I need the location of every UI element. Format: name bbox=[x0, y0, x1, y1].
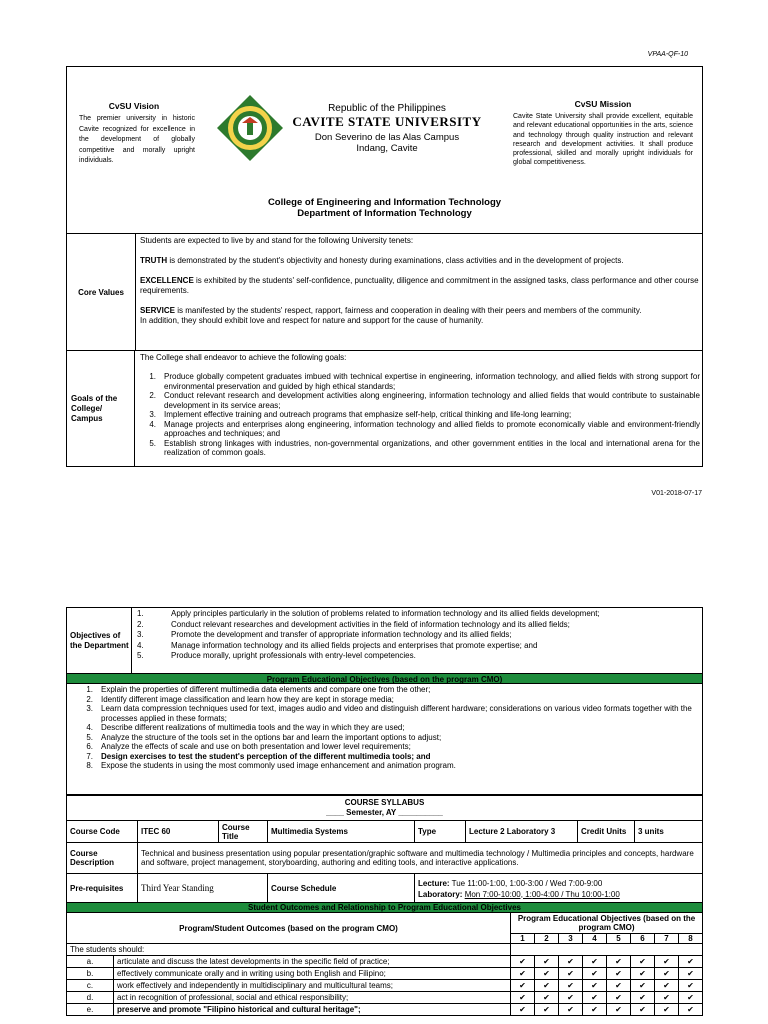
objective-item bbox=[137, 609, 702, 620]
goals-row bbox=[66, 350, 703, 467]
goal-text: Implement effective training and outreach programs that emphasize self-help, critical thinking and life-long learning; bbox=[164, 410, 572, 419]
peo-number-cell: 7 bbox=[655, 934, 679, 944]
lab-label: Laboratory: bbox=[418, 889, 463, 899]
peo-number: 6. bbox=[86, 742, 93, 751]
peo-item bbox=[77, 723, 692, 733]
goal-number: 4. bbox=[149, 419, 156, 429]
truth-head: TRUTH bbox=[140, 256, 168, 265]
check-mark: ✔ bbox=[559, 1004, 583, 1016]
goal-text: Establish strong linkages with industries, non-governmental organizations, and other government entities in the local and international arena for the realization of common goals. bbox=[164, 438, 700, 457]
outcome-text: preserve and promote "Filipino historical and cultural heritage"; bbox=[114, 1004, 511, 1016]
department-name: Department of Information Technology bbox=[297, 208, 472, 219]
check-mark: ✔ bbox=[559, 968, 583, 980]
core-values-addition: In addition, they should exhibit love and respect for nature and support for the cause of humanity. bbox=[140, 316, 484, 325]
check-mark: ✔ bbox=[631, 968, 655, 980]
service-head: SERVICE bbox=[140, 306, 175, 315]
check-mark: ✔ bbox=[607, 968, 631, 980]
goal-number: 3. bbox=[149, 410, 156, 419]
outcome-row bbox=[67, 992, 703, 1004]
course-code: ITEC 60 bbox=[138, 821, 219, 843]
objective-text: Manage information technology and its allied fields projects and enterprises that promote expertise; and bbox=[171, 640, 538, 650]
check-mark: ✔ bbox=[511, 956, 535, 968]
core-values-intro: Students are expected to live by and stand for the following University tenets: bbox=[140, 236, 414, 245]
peo-item bbox=[77, 704, 692, 723]
peo-number: 1. bbox=[86, 685, 93, 694]
peo-item bbox=[77, 685, 692, 695]
goal-number: 1. bbox=[149, 372, 156, 381]
goal-number: 2. bbox=[149, 391, 156, 400]
course-code-label: Course Code bbox=[67, 821, 138, 843]
objective-item bbox=[137, 651, 702, 662]
prereq-value: Third Year Standing bbox=[138, 874, 268, 904]
syllabus-semester: ____ Semester, AY __________ bbox=[326, 808, 443, 817]
excellence-text: is exhibited by the students' self-confidence, punctuality, diligence and commitment in the assigned tasks, class performance and other course requirements. bbox=[140, 276, 699, 295]
peo-item bbox=[77, 752, 692, 762]
desc-text: Technical and business presentation using popular presentation/graphic software and multimedia technology / Multimedia principles and concepts, hardware and software, project management, storyboarding, authoring and editing tools, and interactive applications. bbox=[138, 843, 703, 874]
lecture-value: Tue 11:00-1:00, 1:00-3:00 / Wed 7:00-9:00 bbox=[451, 878, 603, 888]
outcome-text: act in recognition of professional, social and ethical responsibility; bbox=[114, 992, 511, 1004]
check-mark: ✔ bbox=[607, 1004, 631, 1016]
peo-number-cell: 1 bbox=[511, 934, 535, 944]
peo-list bbox=[77, 685, 692, 771]
goal-item bbox=[140, 420, 700, 439]
type-value: Lecture 2 Laboratory 3 bbox=[466, 821, 578, 843]
syllabus-title: COURSE SYLLABUS bbox=[344, 798, 425, 807]
peo-number: 5. bbox=[86, 732, 93, 742]
peo-text: Design exercises to test the student's perception of the different multimedia tools; and bbox=[101, 751, 431, 761]
check-mark: ✔ bbox=[583, 980, 607, 992]
objective-item bbox=[137, 630, 702, 641]
check-mark: ✔ bbox=[511, 980, 535, 992]
lab-value: Mon 7:00-10:00, 1:00-4:00 / Thu 10:00-1:00 bbox=[464, 889, 620, 899]
check-mark: ✔ bbox=[631, 980, 655, 992]
goals-list bbox=[140, 372, 700, 458]
check-mark: ✔ bbox=[559, 992, 583, 1004]
goal-text: Conduct relevant research and development activities along engineering, information technology and allied fields that would contribute to sustainable development in its service areas; bbox=[164, 391, 700, 410]
mission-title: CvSU Mission bbox=[574, 99, 632, 109]
campus-name: Don Severino de las Alas Campus bbox=[314, 132, 460, 143]
peo-number: 3. bbox=[86, 704, 93, 713]
header-box bbox=[66, 66, 703, 234]
students-should: The students should: bbox=[67, 944, 511, 956]
peo-item bbox=[77, 695, 692, 705]
excellence-head: EXCELLENCE bbox=[140, 276, 194, 285]
outcome-text: articulate and discuss the latest developments in the specific field of practice; bbox=[114, 956, 511, 968]
schedule-label: Course Schedule bbox=[268, 874, 415, 904]
peo-number-cell: 8 bbox=[679, 934, 703, 944]
check-mark: ✔ bbox=[511, 992, 535, 1004]
check-mark: ✔ bbox=[655, 956, 679, 968]
college-name: College of Engineering and Information Technology bbox=[267, 197, 502, 208]
peo-item bbox=[77, 742, 692, 752]
objectives-list bbox=[137, 609, 702, 662]
outcome-row bbox=[67, 956, 703, 968]
outcome-letter: b. bbox=[67, 968, 114, 980]
objective-text: Apply principles particularly in the solution of problems related to information technology and its allied fields development; bbox=[171, 609, 600, 618]
vision-title: CvSU Vision bbox=[108, 101, 160, 111]
outcomes-title: Student Outcomes and Relationship to Program Educational Objectives bbox=[67, 903, 703, 913]
goal-item bbox=[140, 410, 700, 420]
outcome-rows bbox=[67, 956, 703, 1016]
goal-item bbox=[140, 439, 700, 458]
peo-number-cell: 3 bbox=[559, 934, 583, 944]
version-code: V01-2018-07-17 bbox=[651, 490, 702, 497]
core-values-row bbox=[66, 233, 703, 351]
peo-text: Identify different image classification and learn how they are kept in storage media; bbox=[101, 694, 394, 704]
check-mark: ✔ bbox=[607, 980, 631, 992]
truth-text: is demonstrated by the student's objectivity and honesty during examinations, class activities and in the development of projects. bbox=[167, 256, 624, 265]
service-text: is manifested by the students' respect, rapport, fairness and cooperation in dealing with their peers and members of the community. bbox=[174, 306, 642, 315]
check-mark: ✔ bbox=[559, 956, 583, 968]
peo-number-cell: 6 bbox=[631, 934, 655, 944]
outcome-letter: e. bbox=[67, 1004, 114, 1016]
credit-label: Credit Units bbox=[578, 821, 635, 843]
campus-location: Indang, Cavite bbox=[356, 143, 418, 154]
peo-item bbox=[77, 761, 692, 771]
check-mark: ✔ bbox=[583, 992, 607, 1004]
peo-text: Analyze the structure of the tools set in the options bar and learn the important options to adjust; bbox=[101, 732, 442, 742]
check-mark: ✔ bbox=[535, 968, 559, 980]
check-mark: ✔ bbox=[655, 1004, 679, 1016]
check-mark: ✔ bbox=[631, 956, 655, 968]
check-mark: ✔ bbox=[655, 992, 679, 1004]
check-mark: ✔ bbox=[607, 956, 631, 968]
check-mark: ✔ bbox=[631, 992, 655, 1004]
check-mark: ✔ bbox=[583, 968, 607, 980]
check-mark: ✔ bbox=[535, 1004, 559, 1016]
check-mark: ✔ bbox=[559, 980, 583, 992]
outcome-row bbox=[67, 980, 703, 992]
check-mark: ✔ bbox=[679, 956, 703, 968]
check-mark: ✔ bbox=[679, 980, 703, 992]
check-mark: ✔ bbox=[679, 992, 703, 1004]
form-code: VPAA-QF-10 bbox=[647, 51, 688, 58]
outcome-letter: d. bbox=[67, 992, 114, 1004]
outcome-text: effectively communicate orally and in writing using both English and Filipino; bbox=[114, 968, 511, 980]
peo-item bbox=[77, 733, 692, 743]
peo-number: 7. bbox=[86, 751, 93, 761]
mission-text: Cavite State University shall provide excellent, equitable and relevant educational opportunities in the arts, science and technology through quality instruction and relevant research and development activities. It shall produce professional, skilled and morally upright individuals for global competitiveness. bbox=[513, 113, 693, 167]
peo-number-cell: 2 bbox=[535, 934, 559, 944]
check-mark: ✔ bbox=[583, 1004, 607, 1016]
core-values-label: Core Values bbox=[67, 234, 136, 350]
peo-number: 2. bbox=[86, 694, 93, 704]
desc-label: Course Description bbox=[67, 843, 138, 874]
peo-number: 8. bbox=[86, 761, 93, 770]
objective-number: 2. bbox=[137, 619, 144, 629]
goal-item bbox=[140, 372, 700, 391]
check-mark: ✔ bbox=[583, 956, 607, 968]
prereq-label: Pre-requisites bbox=[67, 874, 138, 904]
objectives-row bbox=[66, 607, 703, 674]
check-mark: ✔ bbox=[535, 980, 559, 992]
peo-number: 4. bbox=[86, 723, 93, 732]
vision-text: The premier university in historic Cavite recognized for excellence in the development of globally competitive and morally upright individuals. bbox=[79, 115, 195, 164]
outcome-letter: c. bbox=[67, 980, 114, 992]
check-mark: ✔ bbox=[535, 956, 559, 968]
goal-text: Produce globally competent graduates imbued with technical expertise in engineering, information technology, and allied fields with strong support for environmental preservation and guided by high ethical standards; bbox=[164, 372, 700, 391]
course-title: Multimedia Systems bbox=[268, 821, 415, 843]
peo-text: Expose the students in using the most commonly used image enhancement and animation program. bbox=[101, 761, 456, 770]
goal-number: 5. bbox=[149, 438, 156, 448]
outcome-row bbox=[67, 1004, 703, 1016]
objective-number: 3. bbox=[137, 630, 144, 639]
peo-text: Describe different realizations of multimedia tools and the way in which they are used; bbox=[101, 723, 405, 732]
objective-item bbox=[137, 620, 702, 631]
goal-item bbox=[140, 391, 700, 410]
outcome-letter: a. bbox=[67, 956, 114, 968]
check-mark: ✔ bbox=[511, 1004, 535, 1016]
check-mark: ✔ bbox=[655, 968, 679, 980]
peo-title: Program Educational Objectives (based on the program CMO) bbox=[66, 673, 703, 684]
goals-intro: The College shall endeavor to achieve the following goals: bbox=[140, 353, 347, 362]
type-label: Type bbox=[415, 821, 466, 843]
goals-label: Goals of the College/ Campus bbox=[67, 351, 135, 466]
peo-text: Explain the properties of different multimedia data elements and compare one from the other; bbox=[101, 685, 431, 694]
objective-item bbox=[137, 641, 702, 652]
outcomes-table bbox=[66, 902, 703, 1016]
check-mark: ✔ bbox=[511, 968, 535, 980]
objective-text: Produce morally, upright professionals with entry-level competencies. bbox=[171, 651, 416, 660]
course-title-label: Course Title bbox=[219, 821, 268, 843]
objective-text: Conduct relevant researches and development activities in the field of information technology and its allied fields; bbox=[171, 619, 570, 629]
outcome-text: work effectively and independently in multidisciplinary and multicultural teams; bbox=[114, 980, 511, 992]
objectives-label: Objectives of the Department bbox=[67, 608, 132, 673]
republic-text: Republic of the Philippines bbox=[328, 103, 446, 114]
objective-number: 1. bbox=[137, 609, 144, 618]
check-mark: ✔ bbox=[631, 1004, 655, 1016]
outcomes-left-header: Program/Student Outcomes (based on the program CMO) bbox=[67, 913, 511, 944]
outcome-row bbox=[67, 968, 703, 980]
cvsu-logo bbox=[215, 93, 285, 163]
syllabus-table bbox=[66, 795, 703, 904]
check-mark: ✔ bbox=[679, 1004, 703, 1016]
credit-value: 3 units bbox=[635, 821, 703, 843]
check-mark: ✔ bbox=[535, 992, 559, 1004]
peo-text: Learn data compression techniques used for text, images audio and video and distinguish different hardware; considerations on various video formats together with the processes applied in these formats; bbox=[101, 704, 692, 723]
goal-text: Manage projects and enterprises along engineering, information technology and allied fields to promote economically viable and environment-friendly approaches and techniques; and bbox=[164, 419, 700, 438]
peo-number-cell: 5 bbox=[607, 934, 631, 944]
lecture-label: Lecture: bbox=[418, 878, 450, 888]
outcomes-right-header: Program Educational Objectives (based on the program CMO) bbox=[511, 913, 703, 934]
peo-box bbox=[66, 683, 703, 795]
check-mark: ✔ bbox=[655, 980, 679, 992]
peo-number-cell: 4 bbox=[583, 934, 607, 944]
check-mark: ✔ bbox=[607, 992, 631, 1004]
university-name: CAVITE STATE UNIVERSITY bbox=[292, 114, 482, 129]
objective-number: 4. bbox=[137, 640, 144, 650]
objective-number: 5. bbox=[137, 651, 144, 660]
peo-text: Analyze the effects of scale and use on both presentation and lower level requirements; bbox=[101, 742, 411, 751]
check-mark: ✔ bbox=[679, 968, 703, 980]
objective-text: Promote the development and transfer of appropriate information technology and its allied fields; bbox=[171, 630, 512, 639]
